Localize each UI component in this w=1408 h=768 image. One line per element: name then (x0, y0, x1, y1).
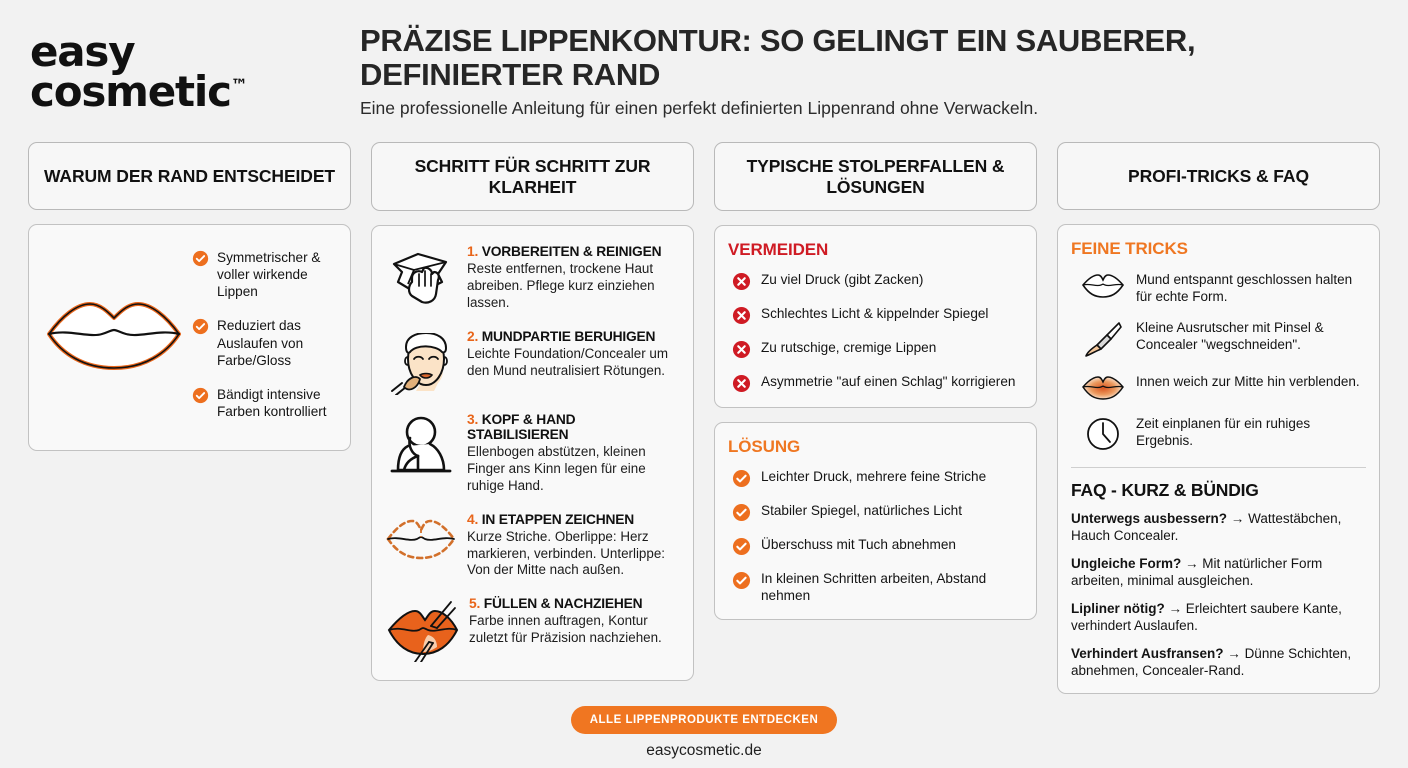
faq-answer: Wattestäbchen, Hauch Concealer. (1071, 511, 1342, 544)
discover-lip-products-button[interactable]: ALLE LIPPENPRODUKTE ENTDECKEN (571, 706, 838, 734)
panel-avoid (714, 225, 1037, 408)
x-circle-icon (732, 306, 751, 325)
step-description: Farbe innen auftragen, Kontur zuletzt für Präzision nachziehen. (469, 613, 662, 646)
column-header-steps (371, 142, 694, 211)
brand-logo (30, 18, 360, 116)
list-item-label: In kleinen Schritten arbeiten, Abstand nehmen (761, 571, 987, 604)
column-header-tricks-text: PROFI-TRICKS & FAQ (1128, 165, 1309, 186)
step-number: 4. (467, 511, 479, 527)
page-title: PRÄZISE LIPPENKONTUR: SO GELINGT EIN SAUBERER, DEFINIERTER RAND (360, 23, 1196, 93)
panel-tricks-faq (1057, 224, 1380, 694)
list-item (385, 596, 680, 662)
list-item-label: Leichter Druck, mehrere feine Striche (761, 469, 987, 485)
face-brush-icon (385, 329, 457, 395)
column-header-pitfalls-text: TYPISCHE STOLPERFALLEN & LÖSUNGEN (746, 156, 1005, 197)
list-item (732, 503, 1023, 522)
faq-question: Ungleiche Form? → (1071, 556, 1199, 572)
section-title-solution: LÖSUNG (728, 437, 801, 457)
step-number: 1. (467, 244, 479, 260)
list-item (732, 571, 1023, 605)
faq-answer: Erleichtert saubere Kante, verhindert Auslaufen. (1071, 601, 1342, 634)
list-item (385, 512, 680, 580)
list-item-label: Innen weich zur Mitte hin verblenden. (1136, 374, 1360, 390)
column-tricks-faq (1057, 142, 1380, 694)
step-title-label: IN ETAPPEN ZEICHNEN (481, 511, 635, 527)
list-item-label: Schlechtes Licht & kippelnder Spiegel (761, 306, 989, 322)
section-title-avoid: VERMEIDEN (728, 240, 829, 260)
column-header-why-text: WARUM DER RAND ENTSCHEIDET (43, 165, 335, 186)
check-circle-icon (192, 387, 209, 404)
list-item-label: Reduziert das Auslaufen von Farbe/Gloss (217, 318, 304, 368)
column-why (28, 142, 351, 451)
list-item (385, 412, 680, 495)
list-item (1081, 319, 1366, 359)
check-circle-icon (192, 318, 209, 335)
step-description: Ellenbogen abstützen, kleinen Finger ans Kinn legen für eine ruhige Hand. (467, 444, 646, 493)
step-title-label: VORBEREITEN & REINIGEN (481, 244, 662, 260)
list-item-label: Stabiler Spiegel, natürliches Licht (761, 503, 962, 519)
faq-answer: Mit natürlicher Form arbeiten, minimal ausgleichen. (1071, 556, 1323, 589)
list-item-label: Bändigt intensive Farben kontrolliert (217, 386, 327, 419)
faq-title: FAQ - KURZ & BÜNDIG (1071, 480, 1259, 501)
step-title-label: KOPF & HAND STABILISIEREN (467, 412, 576, 443)
list-item (1071, 600, 1366, 634)
step-description: Reste entfernen, trockene Haut abreiben. Pflege kurz einziehen lassen. (467, 261, 655, 311)
list-item-label: Zu rutschige, cremige Lippen (761, 340, 937, 356)
list-item (1081, 271, 1366, 305)
list-item-label: Asymmetrie "auf einen Schlag" korrigieren (761, 374, 1016, 390)
panel-solution (714, 422, 1037, 620)
website-url: easycosmetic.de (646, 742, 762, 759)
step-number: 3. (467, 412, 479, 428)
check-circle-icon (732, 537, 751, 556)
list-item (1071, 555, 1366, 589)
lips-outline-icon (44, 296, 184, 374)
clock-icon (1081, 415, 1125, 451)
page-subtitle: Eine professionelle Anleitung für einen perfekt definierten Lippenrand ohne Verwackeln. (360, 98, 1039, 119)
x-circle-icon (732, 272, 751, 291)
list-item (1071, 645, 1366, 679)
step-number: 2. (467, 329, 479, 345)
trademark-symbol: ™ (230, 75, 248, 96)
person-resting-icon (385, 412, 457, 478)
faq-question: Verhindert Ausfransen? → (1071, 646, 1241, 662)
list-item-label: Mund entspannt geschlossen halten für echte Form. (1136, 272, 1353, 305)
list-item (192, 386, 335, 420)
x-circle-icon (732, 340, 751, 359)
faq-question: Lipliner nötig? → (1071, 601, 1182, 617)
makeup-brush-icon (1081, 319, 1125, 359)
list-item-label: Überschuss mit Tuch abnehmen (761, 537, 956, 553)
list-item (1081, 373, 1366, 401)
list-item-label: Zeit einplanen für ein ruhiges Ergebnis. (1136, 416, 1311, 449)
list-item (1081, 415, 1366, 451)
step-title-label: MUNDPARTIE BERUHIGEN (481, 329, 656, 345)
x-circle-icon (732, 374, 751, 393)
column-header-why (28, 142, 351, 210)
list-item (732, 306, 1023, 325)
lips-filled-pencil-icon (385, 596, 459, 662)
why-bullet-list (192, 249, 335, 420)
column-header-steps-text: SCHRITT FÜR SCHRITT ZUR KLARHEIT (414, 156, 651, 197)
list-item (732, 374, 1023, 393)
list-item (192, 249, 335, 300)
section-divider (1071, 467, 1366, 468)
logo-line-easy: easy (30, 27, 135, 76)
section-title-tricks: FEINE TRICKS (1071, 239, 1188, 259)
header-text-block (360, 18, 1378, 120)
logo-line-cosmetic: cosmetic (30, 66, 231, 116)
list-item (732, 469, 1023, 488)
check-circle-icon (732, 469, 751, 488)
step-description: Leichte Foundation/Concealer um den Mund neutralisiert Rötungen. (467, 346, 668, 378)
check-circle-icon (732, 503, 751, 522)
lips-outline-small-icon (1081, 271, 1125, 299)
list-item (732, 272, 1023, 291)
page-header (0, 0, 1408, 120)
check-circle-icon (192, 250, 209, 267)
list-item-label: Zu viel Druck (gibt Zacken) (761, 272, 924, 288)
lips-dashed-icon (385, 512, 457, 562)
list-item (732, 537, 1023, 556)
step-number: 5. (469, 596, 481, 612)
step-description: Kurze Striche. Oberlippe: Herz markieren, verbinden. Unterlippe: Von der Mitte nach außen. (467, 528, 665, 578)
step-title-label: FÜLLEN & NACHZIEHEN (483, 596, 643, 612)
faq-list (1071, 510, 1366, 679)
list-item-label: Symmetrischer & voller wirkende Lippen (217, 250, 321, 300)
list-item (1071, 510, 1366, 544)
panel-steps (371, 225, 694, 681)
column-header-tricks (1057, 142, 1380, 210)
tissue-hand-icon (385, 244, 457, 306)
column-steps (371, 142, 694, 681)
list-item (192, 317, 335, 368)
columns-container (0, 142, 1408, 694)
page-footer (0, 706, 1408, 760)
faq-answer: Dünne Schichten, abnehmen, Concealer-Rand. (1071, 646, 1352, 679)
check-circle-icon (732, 571, 751, 590)
panel-why (28, 224, 351, 451)
list-item (732, 340, 1023, 359)
faq-question: Unterwegs ausbessern? → (1071, 511, 1245, 527)
column-pitfalls (714, 142, 1037, 620)
lips-gradient-icon (1081, 373, 1125, 401)
column-header-pitfalls (714, 142, 1037, 211)
list-item (385, 244, 680, 312)
list-item (385, 329, 680, 395)
list-item-label: Kleine Ausrutscher mit Pinsel & Concealer "wegschneiden". (1136, 320, 1324, 353)
